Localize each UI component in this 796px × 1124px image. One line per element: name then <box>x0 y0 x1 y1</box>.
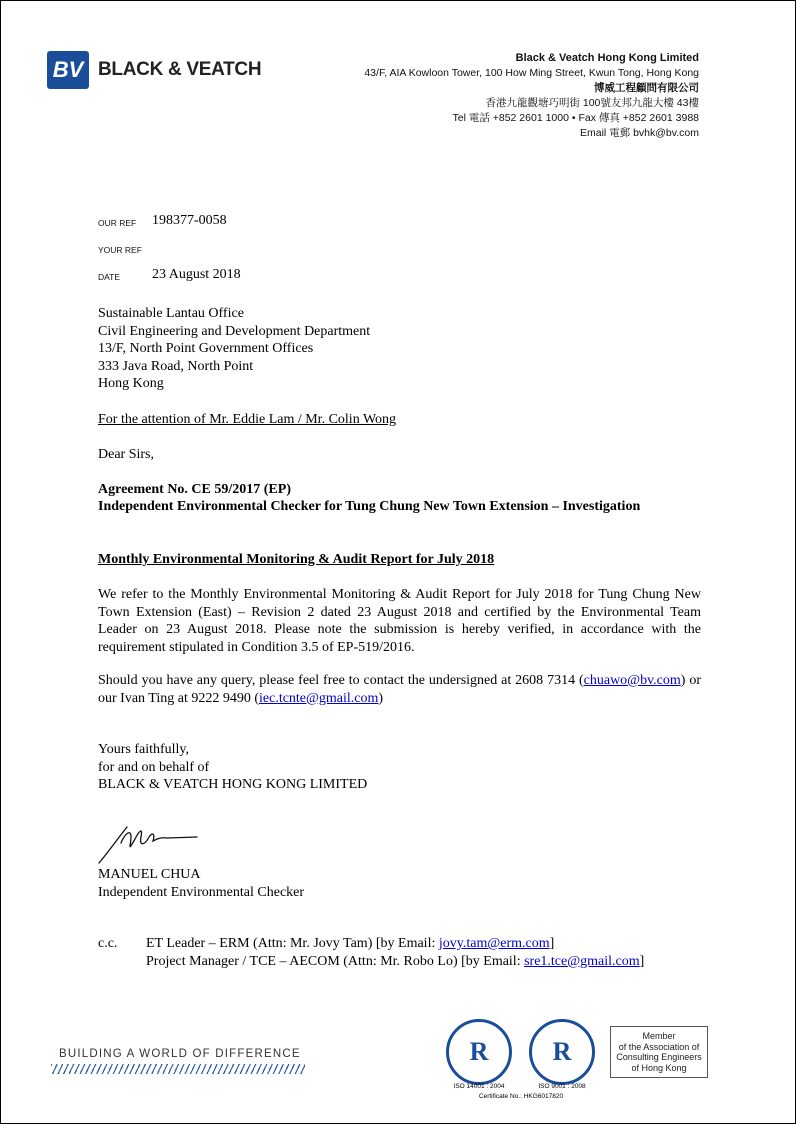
lrqa-seal-icon: R <box>446 1019 512 1085</box>
cc-text: ET Leader – ERM (Attn: Mr. Jovy Tam) [by Email: <box>146 936 439 951</box>
body-text: ) or our Ivan Ting at 9222 9490 ( <box>98 673 701 706</box>
iso-14001-caption: ISO 14001 : 2004 <box>453 1083 505 1090</box>
certificate-number: Certificate No.: HKG6017820 <box>478 1093 564 1100</box>
attention-line: For the attention of Mr. Eddie Lam / Mr. Colin Wong <box>98 412 397 427</box>
footer-hatch-decoration <box>51 1064 305 1074</box>
footer-tagline: BUILDING A WORLD OF DIFFERENCE <box>59 1048 301 1060</box>
handwritten-signature <box>97 823 201 867</box>
recipient-line: 333 Java Road, North Point <box>98 358 254 374</box>
subject-title: Independent Environmental Checker for Tung Chung New Town Extension – Investigation <box>98 499 641 514</box>
closing-line: Yours faithfully, <box>98 742 190 757</box>
email-link-jovy[interactable]: jovy.tam@erm.com <box>438 936 550 951</box>
iso-seal-14001 <box>446 1019 512 1085</box>
closing-line: BLACK & VEATCH HONG KONG LIMITED <box>98 777 368 792</box>
company-logo-text: BLACK & VEATCH <box>98 59 262 80</box>
signatory-name: MANUEL CHUA <box>98 867 201 882</box>
email-link-chuawo[interactable]: chuawo@bv.com <box>583 673 681 688</box>
recipient-line: Hong Kong <box>98 376 164 391</box>
company-name: Black & Veatch Hong Kong Limited <box>515 52 699 64</box>
agreement-number: Agreement No. CE 59/2017 (EP) <box>98 482 291 497</box>
member-line: of the Association of <box>618 1041 700 1052</box>
cc-label: c.c. <box>98 936 118 951</box>
your-ref-label: YOUR REF <box>98 245 142 255</box>
salutation: Dear Sirs, <box>98 447 154 462</box>
iso-seal-9001 <box>529 1019 595 1085</box>
company-email: Email 電郵 bvhk@bv.com <box>580 127 699 139</box>
company-logo-mark: BV <box>47 51 89 89</box>
body-text: ) <box>378 690 384 706</box>
recipient-line: Civil Engineering and Development Department <box>98 323 371 339</box>
member-line: Consulting Engineers <box>616 1052 702 1062</box>
cc-list <box>146 935 706 970</box>
body-text: Should you have any query, please feel free to contact the undersigned at 2608 7314 ( <box>98 673 584 688</box>
closing-block <box>98 741 701 794</box>
company-name-zh: 博威工程顧問有限公司 <box>594 82 699 94</box>
lrqa-seal-icon: R <box>529 1019 595 1085</box>
iso-9001-caption: ISO 9001 : 2008 <box>538 1083 586 1090</box>
cc-text: ] <box>639 953 645 969</box>
recipient-line: Sustainable Lantau Office <box>98 306 244 321</box>
acehk-member-badge <box>610 1026 708 1078</box>
closing-line: for and on behalf of <box>98 759 210 775</box>
cc-entry <box>146 935 706 953</box>
body-paragraph-1: We refer to the Monthly Environmental Monitoring & Audit Report for July 2018 for Tung Chung New Town Extension (East) – Revision 2 dated 23 August 2018 and certified by the Environmental Team Leader on 23 August 2018. Please note the submission is hereby verified, in accordance with the requirement stipulated in Condition 3.5 of EP-519/2016. <box>98 587 701 655</box>
recipient-address <box>98 305 701 393</box>
cc-text: Project Manager / TCE – AECOM (Attn: Mr. Robo Lo) [by Email: <box>146 953 525 969</box>
signatory-title: Independent Environmental Checker <box>98 884 305 900</box>
email-link-sre1[interactable]: sre1.tce@gmail.com <box>524 953 640 969</box>
cc-entry <box>146 953 706 971</box>
recipient-line: 13/F, North Point Government Offices <box>98 341 314 356</box>
member-line: of Hong Kong <box>631 1062 687 1073</box>
date-value: 23 August 2018 <box>152 267 241 282</box>
date-label: DATE <box>98 272 121 282</box>
our-ref-value: 198377-0058 <box>152 213 227 228</box>
company-address-zh: 香港九龍觀塘巧明街 100號友邦九龍大樓 43樓 <box>485 97 699 109</box>
member-line: Member <box>642 1031 676 1041</box>
email-link-iec[interactable]: iec.tcnte@gmail.com <box>259 690 379 706</box>
company-info <box>364 51 699 141</box>
cc-text: ] <box>549 936 555 951</box>
signatory-block <box>98 866 701 901</box>
company-address-en: 43/F, AIA Kowloon Tower, 100 How Ming Street, Kwun Tong, Hong Kong <box>364 67 699 79</box>
company-tel-fax: Tel 電話 +852 2601 1000 • Fax 傳真 +852 2601 3988 <box>452 112 699 124</box>
body-paragraph-2 <box>98 672 701 707</box>
our-ref-label: OUR REF <box>98 218 137 228</box>
report-title: Monthly Environmental Monitoring & Audit Report for July 2018 <box>98 552 495 567</box>
